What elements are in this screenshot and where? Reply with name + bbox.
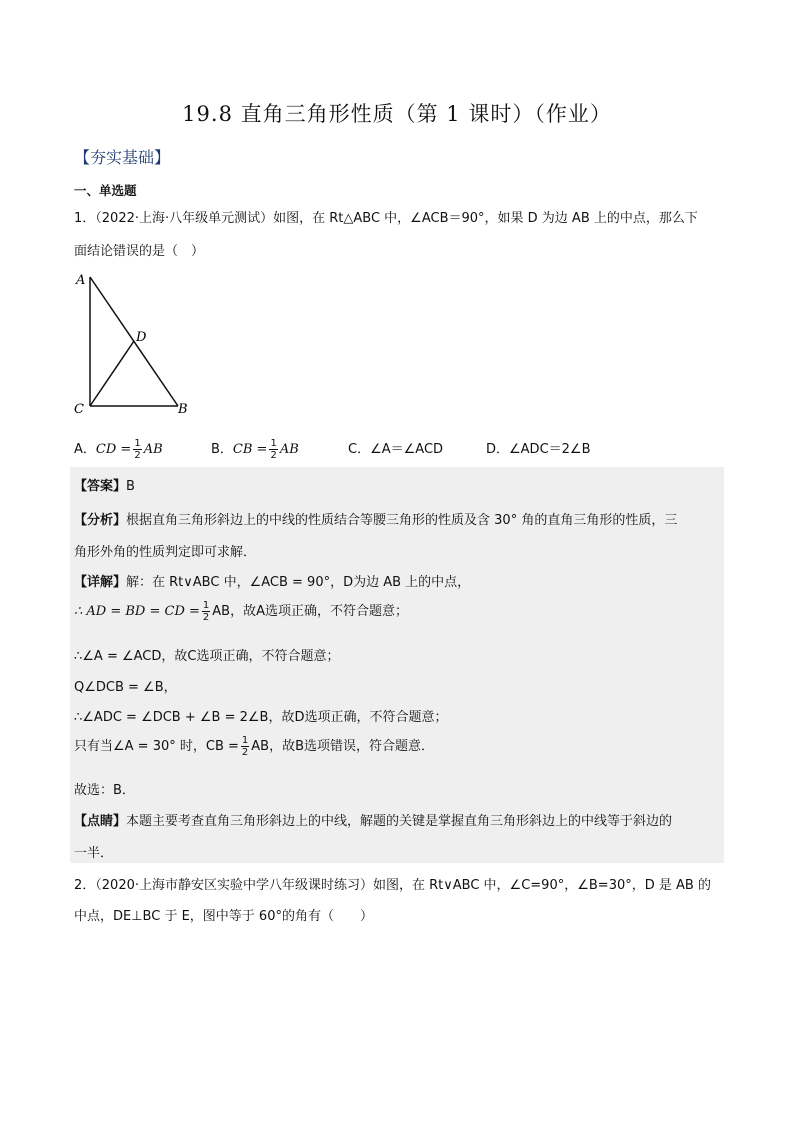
document-title: 19.8 直角三角形性质（第 1 课时）（作业） <box>182 102 612 126</box>
label-b: B <box>178 402 188 417</box>
detail-line-5: ∴∠ADC = ∠DCB + ∠B = 2∠B，故D选项正确，不符合题意； <box>74 710 448 725</box>
comment-line-1: 【点睛】本题主要考查直角三角形斜边上的中线，解题的关键是掌握直角三角形斜边上的中线等于斜边的 <box>74 814 673 829</box>
label-c: C <box>74 402 84 417</box>
question-2-line-1: 2．（2020·上海市静安区实验中学八年级课时练习）如图，在 Rt∨ABC 中，∠C=90°，∠B=30°，D 是 AB 的 <box>74 878 711 893</box>
analysis-line-1: 【分析】根据直角三角形斜边上的中线的性质结合等腰三角形的性质及含 30° 角的直角三角形的性质，三 <box>74 513 678 528</box>
question-2-line-2: 中点，DE⊥BC 于 E，图中等于 60°的角有（ ） <box>74 909 373 924</box>
option-b: B．CB = $\frac{1}{2}$ AB <box>211 438 299 461</box>
detail-line-4: Q∠DCB = ∠B， <box>74 680 177 695</box>
answer-line: 【答案】B <box>74 479 135 494</box>
detail-line-1: 【详解】解：在 Rt∨ABC 中，∠ACB = 90°，D为边 AB 上的中点， <box>74 575 471 590</box>
option-c: C．∠A＝∠ACD <box>348 442 444 457</box>
detail-line-6: 只有当∠A = 30° 时，CB = $\frac{1}{2}$ AB，故B选项错误，符合题意． <box>74 735 435 758</box>
option-a: A．CD = $\frac{1}{2}$ AB <box>74 438 163 461</box>
analysis-line-2: 角形外角的性质判定即可求解． <box>74 545 257 560</box>
comment-line-2: 一半． <box>74 846 114 861</box>
choose-line: 故选：B． <box>74 783 135 798</box>
triangle-figure <box>70 268 200 418</box>
question-1-line-2: 面结论错误的是（ ） <box>74 244 205 259</box>
part-heading: 一、单选题 <box>74 183 137 198</box>
median-cd <box>90 341 134 406</box>
detail-line-2: ∴ AD = BD = CD = $\frac{1}{2}$ AB，故A选项正确，不符合题意； <box>74 600 408 623</box>
section-heading: 【夯实基础】 <box>74 148 171 167</box>
option-d: D．∠ADC＝2∠B <box>486 442 591 457</box>
question-1-line-1: 1．（2022·上海·八年级单元测试）如图，在 Rt△ABC 中，∠ACB＝90°，如果 D 为边 AB 上的中点，那么下 <box>74 211 698 226</box>
label-d: D <box>136 330 147 345</box>
detail-line-3: ∴∠A = ∠ACD，故C选项正确，不符合题意； <box>74 649 340 664</box>
label-a: A <box>76 273 86 288</box>
